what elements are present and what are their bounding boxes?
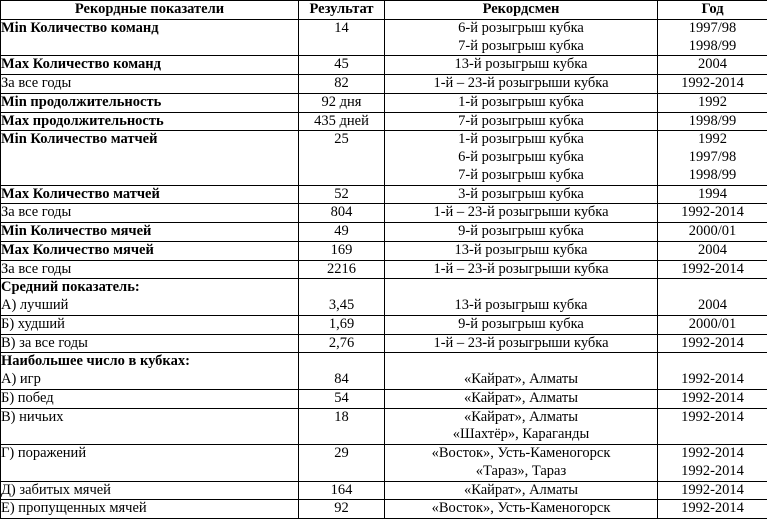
cell [299,315,385,334]
cell-line [658,279,767,297]
cell-line: 1998/99 [688,166,737,183]
cell-line: 7-й розыгрыш кубка [458,112,584,129]
cell [299,389,385,408]
cell-line: В) ничьих [1,408,64,425]
cell-line: 1-й – 23-й розыгрыши кубка [433,334,609,351]
cell-line: 92 дня [321,93,362,110]
cell [658,112,767,131]
cell-line: 13-й розыгрыш кубка [454,241,588,258]
cell-line: 1998/99 [688,37,737,54]
header-cell: Рекордные показатели [1,1,299,20]
cell-line: 1997/98 [688,149,737,165]
cell-line: 2004 [698,297,727,313]
cell-line: 1992-2014 [681,204,744,221]
cell-line: Min продолжительность [1,93,162,110]
cell-line: 13-й розыгрыш кубка [454,297,588,313]
cell-line: Max Количество мячей [1,241,154,258]
table-row [1,241,767,260]
cell-line: За все годы [1,260,72,277]
cell [658,279,767,316]
cell-line: 1-й розыгрыш кубка [458,93,584,110]
cell [658,93,767,112]
cell [658,241,767,260]
table-row [1,500,767,519]
cell-line: За все годы [1,75,72,91]
cell-line: Б) побед [1,389,54,406]
cell-line: 435 дней [314,112,369,129]
cell-line: 1997/98 [688,19,737,36]
cell [1,334,299,353]
cell [1,279,299,316]
cell [1,204,299,223]
cell [385,279,658,316]
cell [658,260,767,279]
cell [299,112,385,131]
cell-line: «Шахтёр», Караганды [452,426,590,443]
cell-line: 1992-2014 [681,371,744,387]
cell-line: 1,69 [328,315,355,332]
cell-line: 2000/01 [688,223,737,239]
cell [385,19,658,56]
cell-line: 92 [334,500,349,517]
table-row [1,481,767,500]
cell-line: «Кайрат», Алматы [464,389,578,406]
cell [299,56,385,75]
cell [299,260,385,279]
cell [658,445,767,482]
cell [385,241,658,260]
cell-line: 45 [334,56,349,73]
cell [658,19,767,56]
cell-line [658,353,767,371]
table-row [1,223,767,242]
table-row [1,185,767,204]
cell-line: 13-й розыгрыш кубка [454,56,588,73]
cell-line: 2,76 [328,334,355,351]
cell [299,334,385,353]
cell-line: 6-й розыгрыш кубка [458,149,584,165]
header-cell: Год [658,1,767,20]
table-row [1,19,767,56]
cell-line: 14 [334,19,349,36]
cell-line: А) игр [1,371,41,387]
cell-line: 2000/01 [688,315,737,332]
cell-line: 1992-2014 [681,481,744,498]
cell [385,93,658,112]
cell-line: 1-й розыгрыш кубка [458,131,584,148]
cell-line: Min Количество матчей [1,131,158,148]
cell-line: 1992-2014 [681,462,744,479]
cell [658,408,767,445]
cell [299,75,385,94]
cell [1,241,299,260]
cell [1,315,299,334]
cell [385,408,658,445]
cell [385,353,658,390]
table-row [1,131,767,185]
cell [658,223,767,242]
cell-line: 1992-2014 [681,334,744,351]
cell-line: 1-й – 23-й розыгрыши кубка [433,204,609,221]
table-row [1,389,767,408]
table-body [1,19,767,518]
cell [1,500,299,519]
cell-line: Г) поражений [1,445,87,461]
cell-line: 1-й – 23-й розыгрыши кубка [433,260,609,277]
cell [385,389,658,408]
cell-line: «Кайрат», Алматы [464,371,578,387]
cell-line: Min Количество команд [1,19,159,36]
cell-line: За все годы [1,204,72,221]
cell-line: 1992-2014 [681,389,744,406]
cell [385,481,658,500]
cell [385,131,658,185]
cell [1,56,299,75]
table-row [1,75,767,94]
cell [385,204,658,223]
cell-line: 2216 [327,260,356,277]
cell [1,260,299,279]
cell-line: Наибольшее число в кубках: [1,353,190,370]
cell [299,19,385,56]
cell-line: Средний показатель: [1,279,140,296]
cell-line: «Тараз», Тараз [475,462,567,479]
cell-line: Е) пропущенных мячей [1,500,147,517]
cell-line: В) за все годы [1,334,88,351]
cell-line: 1992 [698,93,727,110]
table-row [1,56,767,75]
cell-line: А) лучший [1,297,69,313]
table-row [1,279,767,316]
cell [1,389,299,408]
cell [299,131,385,185]
cell-line: 3-й розыгрыш кубка [458,185,584,202]
cell [1,185,299,204]
table-row [1,260,767,279]
cell [385,112,658,131]
cell [385,334,658,353]
cell [658,185,767,204]
cell-line: 3,45 [328,297,355,313]
header-cell: Результат [299,1,385,20]
cell [1,445,299,482]
cell [1,112,299,131]
cell-line: 1998/99 [688,112,737,129]
cell-line: 9-й розыгрыш кубка [458,223,584,239]
cell-line: Д) забитых мячей [1,481,111,498]
cell [658,315,767,334]
cell [299,185,385,204]
cell-line: 169 [330,241,353,258]
cell-line: 84 [334,371,349,387]
cell [299,93,385,112]
cell-line: 1992-2014 [681,75,744,91]
cell-line [385,279,657,297]
cell [299,279,385,316]
cell-line: 82 [334,75,349,91]
cell-line: 25 [334,131,349,148]
cell-line: 1994 [698,185,727,202]
cell-line: «Восток», Усть-Каменогорск [431,445,611,461]
cell-line: 52 [334,185,349,202]
cell-line: 164 [330,481,353,498]
cell [299,241,385,260]
table-row [1,204,767,223]
cell-line: 6-й розыгрыш кубка [458,19,584,36]
cell [1,93,299,112]
cell-line: 18 [334,408,349,425]
cell [1,75,299,94]
cell [1,131,299,185]
cell-line: 7-й розыгрыш кубка [458,37,584,54]
table-row [1,408,767,445]
header-row [1,1,767,20]
cell-line [658,426,767,444]
cell [1,481,299,500]
cell [1,19,299,56]
cell-line: 7-й розыгрыш кубка [458,166,584,183]
cell [385,223,658,242]
cell-line: 1992-2014 [681,260,744,277]
cell-line: 2004 [698,241,727,258]
cell-line: 1992-2014 [681,500,744,517]
cell-line: «Кайрат», Алматы [464,408,578,425]
table-row [1,93,767,112]
cell-line: 1992-2014 [681,408,744,425]
cell [385,500,658,519]
cell [299,500,385,519]
table-row [1,353,767,390]
cell-line: 1992 [698,131,727,148]
cell [1,353,299,390]
cell [658,75,767,94]
cell-line: 1992-2014 [681,445,744,461]
cell-line [385,353,657,371]
cell-line: Min Количество мячей [1,223,152,239]
cell-line [299,279,384,297]
cell [385,56,658,75]
cell-line: «Восток», Усть-Каменогорск [431,500,611,517]
cell-line [299,353,384,371]
cell [658,389,767,408]
cell [1,223,299,242]
cell [299,481,385,500]
cell [658,131,767,185]
cell-line: 804 [330,204,353,221]
cell [299,204,385,223]
cell [658,204,767,223]
cell [658,500,767,519]
cell-line: 1-й – 23-й розыгрыши кубка [433,75,609,91]
cell-line: Б) худший [1,315,65,332]
cell-line: Max Количество команд [1,56,161,73]
cell [658,334,767,353]
cell [385,260,658,279]
cell [299,408,385,445]
cell [299,445,385,482]
cell [658,56,767,75]
cell-line: 49 [334,223,349,239]
table-row [1,112,767,131]
cell [385,315,658,334]
table-row [1,445,767,482]
cell [658,481,767,500]
cell-line: Max продолжительность [1,112,164,129]
cell [658,353,767,390]
cell-line: 9-й розыгрыш кубка [458,315,584,332]
cell-line: 2004 [698,56,727,73]
table-row [1,315,767,334]
cell [385,75,658,94]
header-cell: Рекордсмен [385,1,658,20]
cell-line: «Кайрат», Алматы [464,481,578,498]
cell-line: Max Количество матчей [1,185,160,202]
cell [299,223,385,242]
cell [1,408,299,445]
cell [385,185,658,204]
cell-line: 29 [334,445,349,461]
table-row [1,334,767,353]
cell [299,353,385,390]
cell [385,445,658,482]
cell-line: 54 [334,389,349,406]
